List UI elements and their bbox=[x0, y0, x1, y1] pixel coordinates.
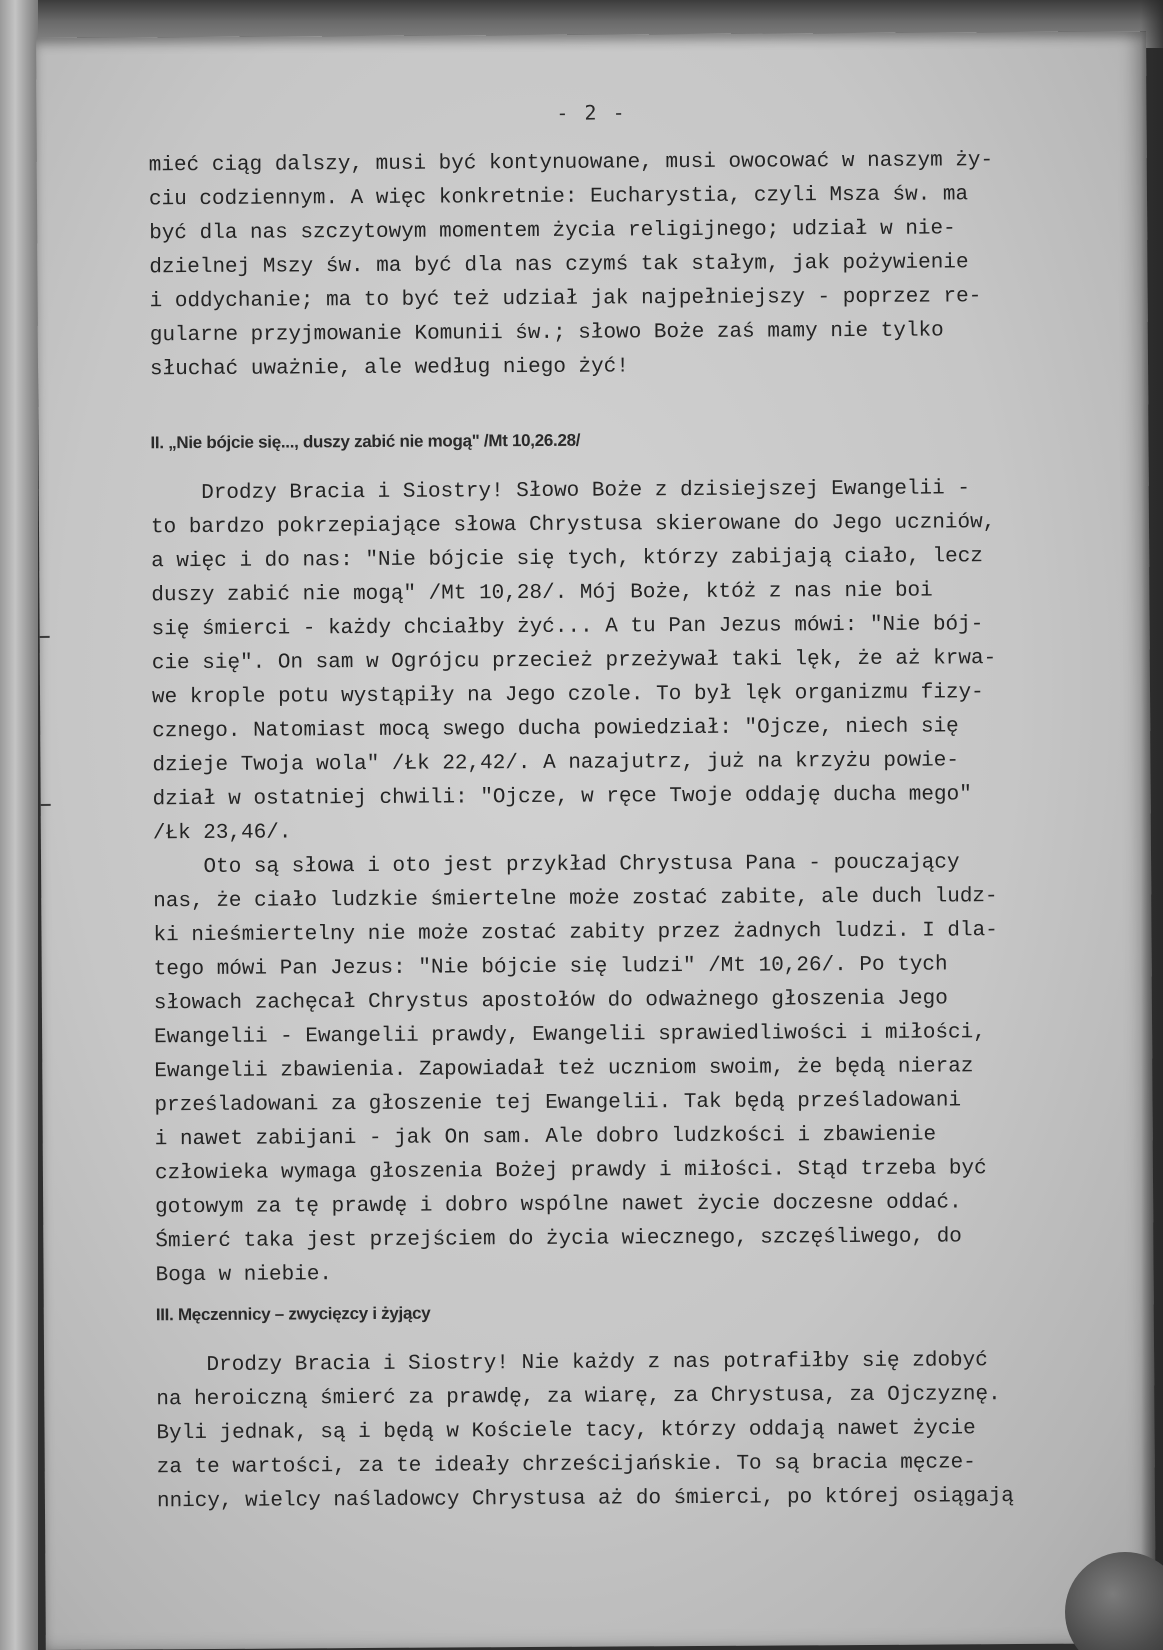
paragraph-1 bbox=[149, 144, 1050, 387]
text-line: i nawet zabijani - jak On sam. Ale dobro ludzkości i zbawienie bbox=[154, 1123, 937, 1152]
text-line: Drodzy Bracia i Siostry! Nie każdy z nas potrafiłby się zdobyć bbox=[156, 1349, 988, 1378]
text-line: cznego. Natomiast mocą swego ducha powiedział: "Ojcze, niech się bbox=[152, 715, 959, 744]
photo-right-shadow bbox=[1141, 0, 1163, 1650]
text-line: słowach zachęcał Chrystus apostołów do odważnego głoszenia Jego bbox=[153, 987, 948, 1016]
text-line: dzielnej Mszy św. ma być dla nas czymś tak stałym, jak pożywienie bbox=[149, 251, 969, 280]
text-line: dzieje Twoja wola" /Łk 22,42/. A nazajutrz, już na krzyżu powie- bbox=[152, 749, 960, 778]
text-line: we krople potu wystąpiły na Jego czole. To był lęk organizmu fizy- bbox=[151, 681, 984, 710]
text-line: się śmierci - każdy chciałby żyć... A tu Pan Jezus mówi: "Nie bój- bbox=[151, 613, 984, 642]
text-line: gularne przyjmowanie Komunii św.; słowo Boże zaś mamy nie tylko bbox=[149, 319, 944, 348]
text-line: Śmierć taka jest przejściem do życia wiecznego, szczęśliwego, do bbox=[155, 1225, 962, 1254]
text-line: mieć ciąg dalszy, musi być kontynuowane, musi owocować w naszym ży- bbox=[148, 149, 994, 178]
photo-left-edge bbox=[0, 0, 38, 1650]
text-line: za te wartości, za te ideały chrześcijańskie. To są bracia męcze- bbox=[156, 1451, 976, 1480]
text-line: Ewangelii zbawienia. Zapowiadał też uczniom swoim, że będą nieraz bbox=[154, 1055, 974, 1084]
text-line: być dla nas szczytowym momentem życia religijnego; udział w nie- bbox=[149, 217, 956, 246]
paragraph-3 bbox=[153, 846, 1056, 1293]
text-line: a więc i do nas: "Nie bójcie się tych, którzy zabijają ciało, lecz bbox=[151, 545, 984, 574]
text-line: tego mówi Pan Jezus: "Nie bójcie się ludzi" /Mt 10,26/. Po tych bbox=[153, 953, 948, 982]
text-line: nnicy, wielcy naśladowcy Chrystusa aż do śmierci, po której osiągają bbox=[156, 1485, 1014, 1514]
text-line: człowieka wymaga głoszenia Bożej prawdy i miłości. Stąd trzeba być bbox=[154, 1157, 987, 1186]
text-line: prześladowani za głoszenie tej Ewangelii. Tak będą prześladowani bbox=[154, 1089, 962, 1118]
text-line: słuchać uważnie, ale według niego żyć! bbox=[149, 355, 629, 382]
text-line: i oddychanie; ma to być też udział jak najpełniejszy - poprzez re- bbox=[149, 285, 982, 314]
text-line: to bardzo pokrzepiające słowa Chrystusa skierowane do Jego uczniów, bbox=[150, 511, 996, 540]
text-line: Byli jednak, są i będą w Kościele tacy, którzy oddają nawet życie bbox=[156, 1417, 976, 1446]
text-line: Boga w niebie. bbox=[155, 1263, 333, 1288]
text-line: Drodzy Bracia i Siostry! Słowo Boże z dzisiejszej Ewangelii - bbox=[150, 477, 970, 506]
margin-tick-mark bbox=[40, 636, 50, 638]
text-line: gotowym za tę prawdę i dobro wspólne nawet życie doczesne oddać. bbox=[155, 1191, 962, 1220]
text-line: ki nieśmiertelny nie może zostać zabity przez żadnych ludzi. I dla- bbox=[153, 919, 998, 948]
text-line: dział w ostatniej chwili: "Ojcze, w ręce Twoje oddaję ducha mego" bbox=[152, 783, 972, 812]
paragraph-4 bbox=[156, 1344, 1057, 1519]
section-heading-2: II. „Nie bójcie się..., duszy zabić nie mogą" /Mt 10,26.28/ bbox=[150, 430, 581, 453]
typed-page bbox=[36, 31, 1156, 1650]
text-line: /Łk 23,46/. bbox=[152, 821, 292, 846]
paragraph-2 bbox=[151, 472, 1053, 851]
text-line: duszy zabić nie mogą" /Mt 10,28/. Mój Boże, któż z nas nie boi bbox=[151, 579, 933, 608]
text-line: nas, że ciało ludzkie śmiertelne może zostać zabite, ale duch ludz- bbox=[153, 885, 998, 914]
page-number: - 2 - bbox=[556, 100, 627, 125]
text-line: na heroiczną śmierć za prawdę, za wiarę, za Chrystusa, za Ojczyznę. bbox=[156, 1383, 1001, 1412]
text-line: ciu codziennym. A więc konkretnie: Eucharystia, czyli Msza św. ma bbox=[148, 183, 969, 212]
text-line: Ewangelii - Ewangelii prawdy, Ewangelii sprawiedliwości i miłości, bbox=[154, 1021, 986, 1050]
text-line: Oto są słowa i oto jest przykład Chrystusa Pana - pouczający bbox=[153, 851, 960, 880]
margin-tick-mark bbox=[41, 804, 51, 806]
section-heading-3: III. Męczennicy – zwycięzcy i żyjący bbox=[155, 1303, 431, 1325]
text-line: cie się". On sam w Ogrójcu przecież przeżywał taki lęk, że aż krwa- bbox=[151, 647, 997, 676]
